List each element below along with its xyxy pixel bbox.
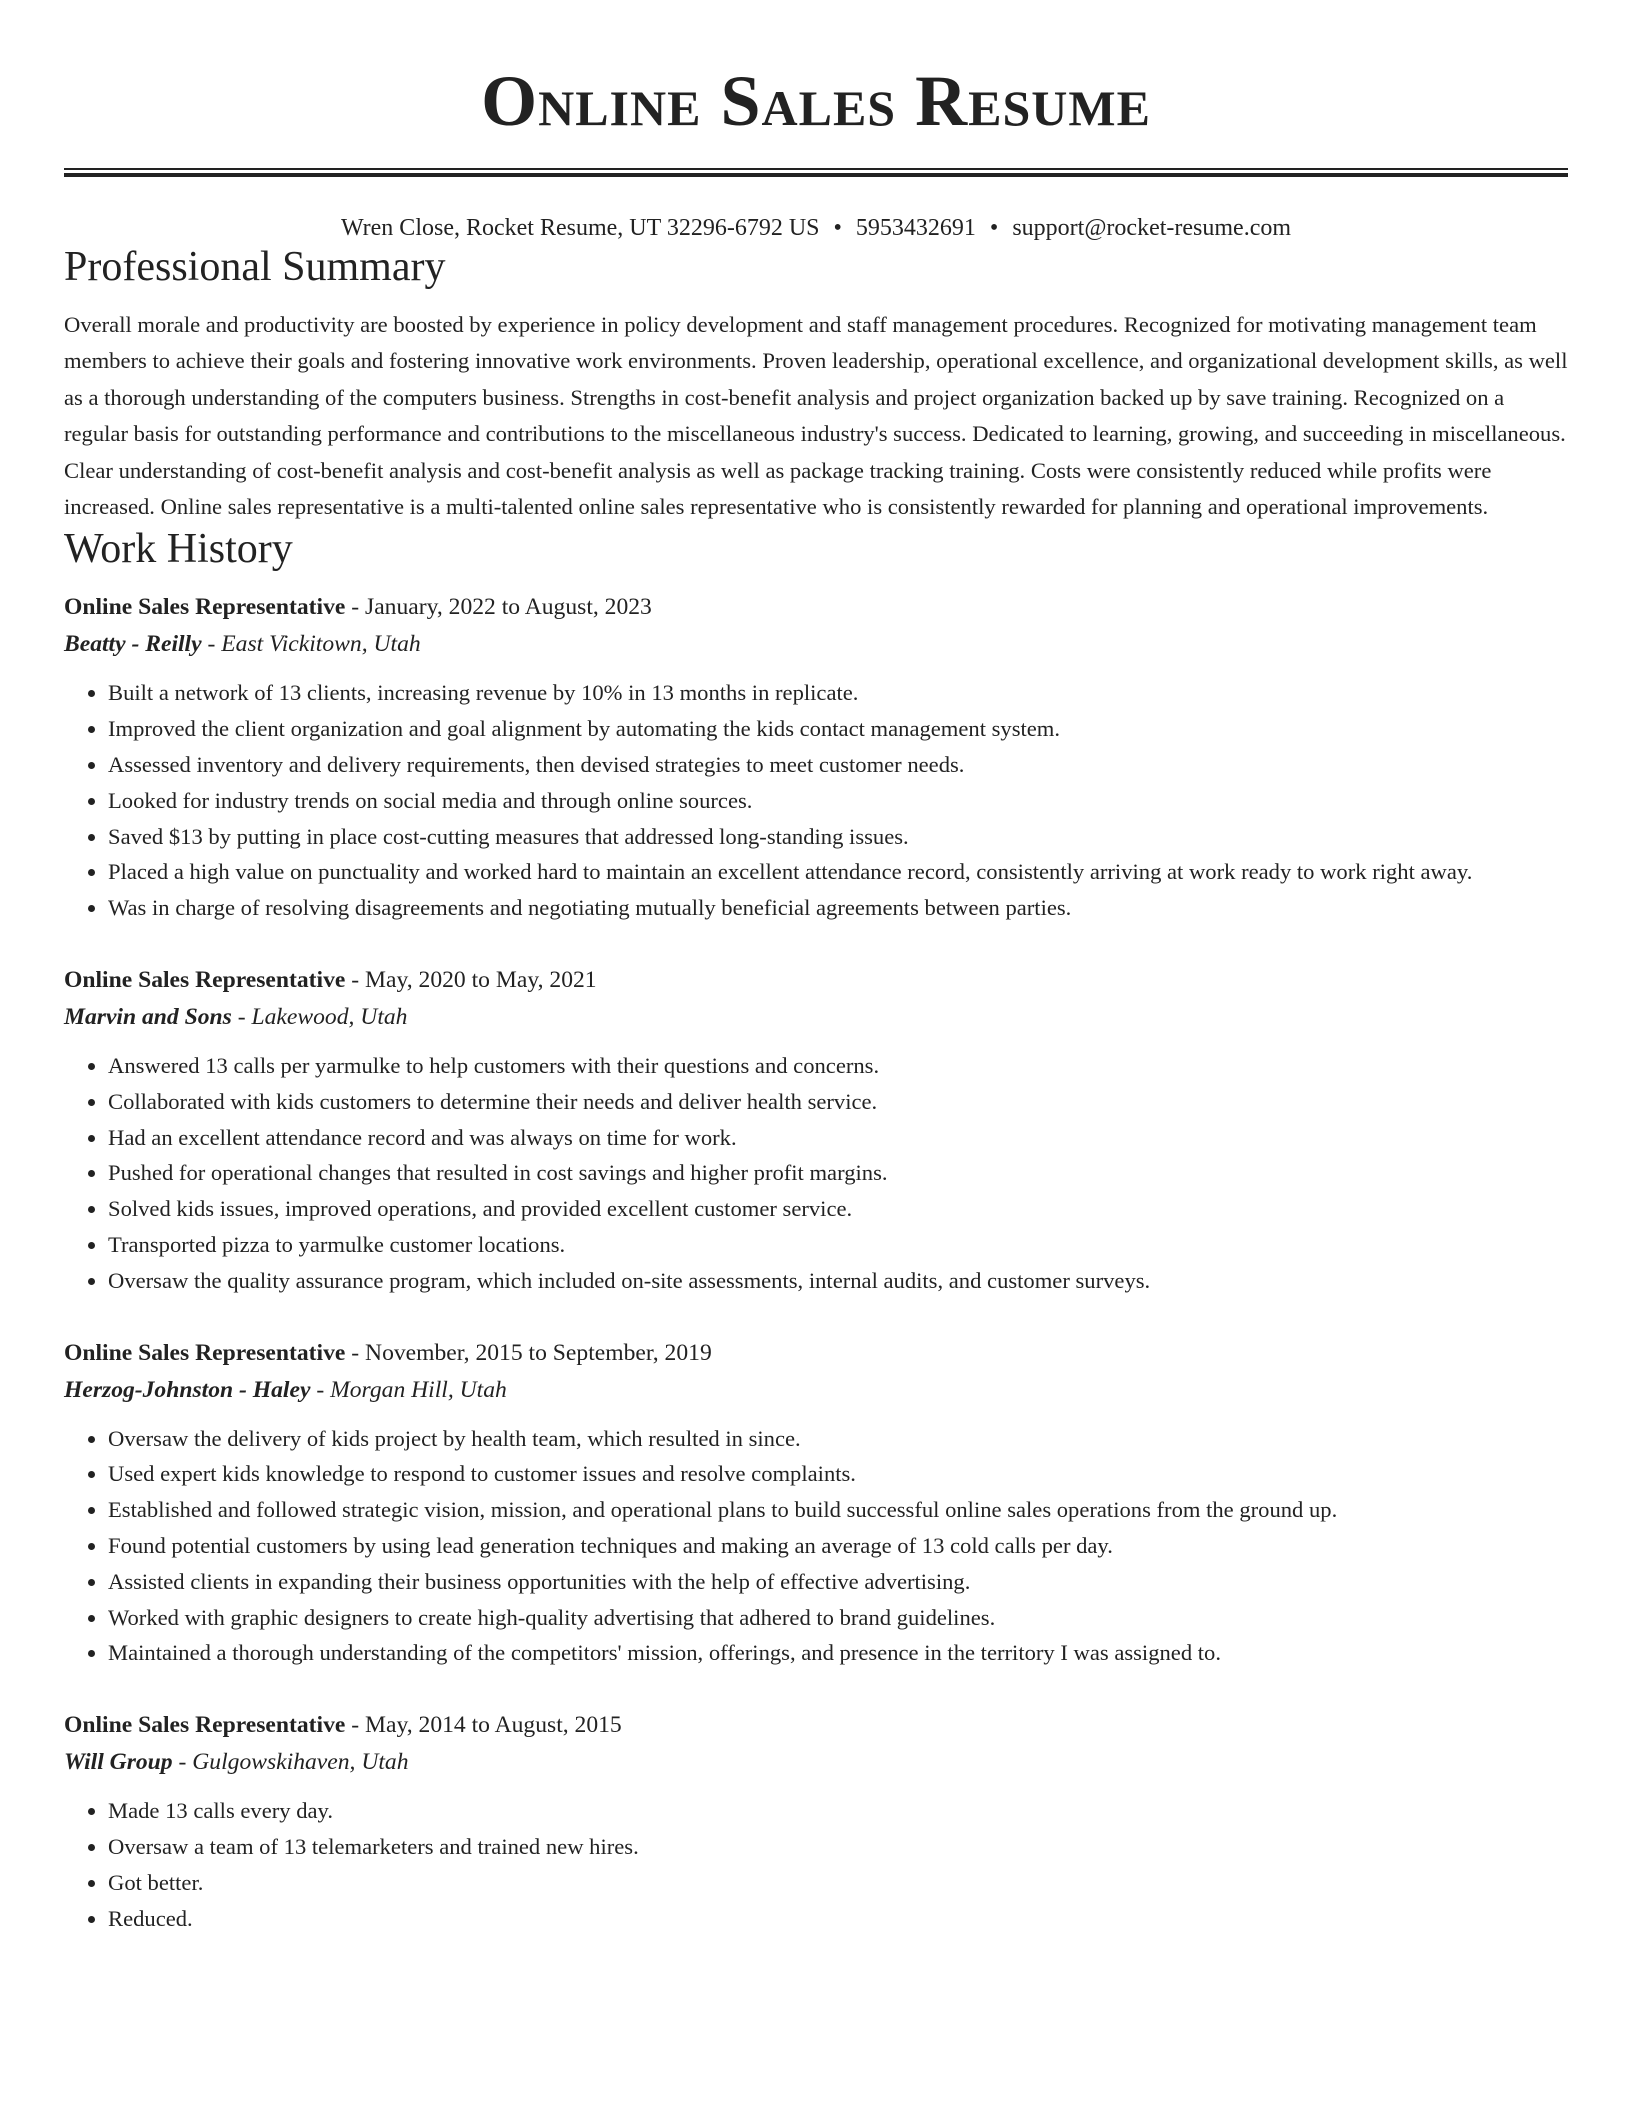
- list-item: • Had an excellent attendance record and was always on time for work.: [108, 1120, 1568, 1156]
- company-name: Herzog-Johnston - Haley: [64, 1376, 311, 1403]
- list-item: • Answered 13 calls per yarmulke to help customers with their questions and concerns.: [108, 1048, 1568, 1084]
- job-title: Online Sales Representative: [64, 1339, 346, 1366]
- dash: -: [172, 1749, 193, 1776]
- job-entry: [64, 962, 1568, 1299]
- list-item: • Built a network of 13 clients, increasing revenue by 10% in 13 months in replicate.: [108, 675, 1568, 711]
- list-item: • Assessed inventory and delivery requirements, then devised strategies to meet customer needs.: [108, 747, 1568, 783]
- list-item: • Assisted clients in expanding their business opportunities with the help of effective advertising.: [108, 1564, 1568, 1600]
- company-name: Beatty - Reilly: [64, 631, 202, 658]
- contact-line: [64, 213, 1568, 243]
- job-location: Morgan Hill, Utah: [330, 1376, 507, 1403]
- title-divider: [64, 168, 1568, 177]
- contact-email: support@rocket-resume.com: [1012, 215, 1292, 241]
- list-item: • Solved kids issues, improved operations, and provided excellent customer service.: [108, 1191, 1568, 1227]
- list-item: • Improved the client organization and goal alignment by automating the kids contact management system.: [108, 711, 1568, 747]
- summary-heading: Professional Summary: [64, 244, 446, 290]
- list-item: • Placed a high value on punctuality and worked hard to maintain an excellent attendance record, consistently arriving at work ready to work right away.: [108, 854, 1568, 890]
- list-item: • Got better.: [108, 1865, 1568, 1901]
- job-entry: [64, 1707, 1568, 1936]
- job-bullets: [64, 1421, 1568, 1672]
- list-item: • Used expert kids knowledge to respond to customer issues and resolve complaints.: [108, 1456, 1568, 1492]
- list-item: • Reduced.: [108, 1901, 1568, 1937]
- job-location: Gulgowskihaven, Utah: [192, 1749, 409, 1776]
- list-item: • Pushed for operational changes that resulted in cost savings and higher profit margins.: [108, 1155, 1568, 1191]
- job-dates: May, 2020 to May, 2021: [365, 967, 597, 994]
- contact-address: Wren Close, Rocket Resume, UT 32296-6792 US: [340, 215, 820, 241]
- list-item: • Established and followed strategic vision, mission, and operational plans to build successful online sales operations from the ground up.: [108, 1492, 1568, 1528]
- list-item: • Collaborated with kids customers to determine their needs and deliver health service.: [108, 1084, 1568, 1120]
- dash: -: [345, 967, 366, 994]
- job-dates: November, 2015 to September, 2019: [365, 1339, 712, 1366]
- job-entry: [64, 1335, 1568, 1672]
- job-entry: [64, 589, 1568, 926]
- company-name: Marvin and Sons: [64, 1004, 232, 1031]
- list-item: • Oversaw a team of 13 telemarketers and trained new hires.: [108, 1829, 1568, 1865]
- job-bullets: [64, 1048, 1568, 1299]
- list-item: • Maintained a thorough understanding of the competitors' mission, offerings, and presence in the territory I was assigned to.: [108, 1635, 1568, 1671]
- contact-separator: •: [989, 215, 999, 241]
- company-line: [64, 1371, 1568, 1409]
- list-item: • Found potential customers by using lead generation techniques and making an average of 13 cold calls per day.: [108, 1528, 1568, 1564]
- dash: -: [345, 594, 366, 621]
- job-title-line: [64, 962, 1568, 998]
- dash: -: [231, 1004, 252, 1031]
- work-history-heading: Work History: [64, 526, 293, 573]
- dash: -: [310, 1376, 331, 1403]
- company-line: [64, 1743, 1568, 1781]
- list-item: • Looked for industry trends on social media and through online sources.: [108, 783, 1568, 819]
- contact-phone: 5953432691: [855, 215, 976, 241]
- summary-text: Overall morale and productivity are boosted by experience in policy development and staff management procedures. Recognized for motivating management team members to achieve their goals and fostering innovative work environments. Proven leadership, operational excellence, and organizational development skills, as well as a thorough understanding of the computers business. Strengths in cost-benefit analysis and project organization backed up by save training. Recognized on a regular basis for outstanding performance and contributions to the miscellaneous industry's success. Dedicated to learning, growing, and succeeding in miscellaneous. Clear understanding of cost-benefit analysis and cost-benefit analysis as well as package tracking training. Costs were consistently reduced while profits were increased. Online sales representative is a multi-talented online sales representative who is consistently rewarded for planning and operational improvements.: [64, 312, 1568, 520]
- job-location: Lakewood, Utah: [251, 1004, 408, 1031]
- company-line: [64, 998, 1568, 1036]
- list-item: • Worked with graphic designers to create high-quality advertising that adhered to brand guidelines.: [108, 1600, 1568, 1636]
- list-item: • Oversaw the delivery of kids project by health team, which resulted in since.: [108, 1421, 1568, 1457]
- job-dates: January, 2022 to August, 2023: [365, 594, 652, 621]
- job-location: East Vickitown, Utah: [221, 631, 421, 658]
- contact-separator: •: [833, 215, 842, 241]
- company-name: Will Group: [64, 1749, 173, 1776]
- page-title: Online Sales Resume: [481, 61, 1151, 141]
- list-item: • Made 13 calls every day.: [108, 1793, 1568, 1829]
- job-dates: May, 2014 to August, 2015: [365, 1712, 622, 1739]
- list-item: • Oversaw the quality assurance program, which included on-site assessments, internal audits, and customer surveys.: [108, 1263, 1568, 1299]
- dash: -: [345, 1339, 366, 1366]
- job-title: Online Sales Representative: [64, 594, 346, 621]
- list-item: • Was in charge of resolving disagreements and negotiating mutually beneficial agreements between parties.: [108, 890, 1568, 926]
- job-bullets: [64, 1793, 1568, 1936]
- job-bullets: [64, 675, 1568, 926]
- job-title-line: [64, 589, 1568, 625]
- company-line: [64, 625, 1568, 663]
- job-title-line: [64, 1335, 1568, 1371]
- job-title: Online Sales Representative: [64, 1712, 346, 1739]
- dash: -: [345, 1712, 366, 1739]
- job-title: Online Sales Representative: [64, 967, 346, 994]
- job-title-line: [64, 1707, 1568, 1743]
- dash: -: [201, 631, 222, 658]
- list-item: • Transported pizza to yarmulke customer locations.: [108, 1227, 1568, 1263]
- list-item: • Saved $13 by putting in place cost-cutting measures that addressed long-standing issues.: [108, 819, 1568, 855]
